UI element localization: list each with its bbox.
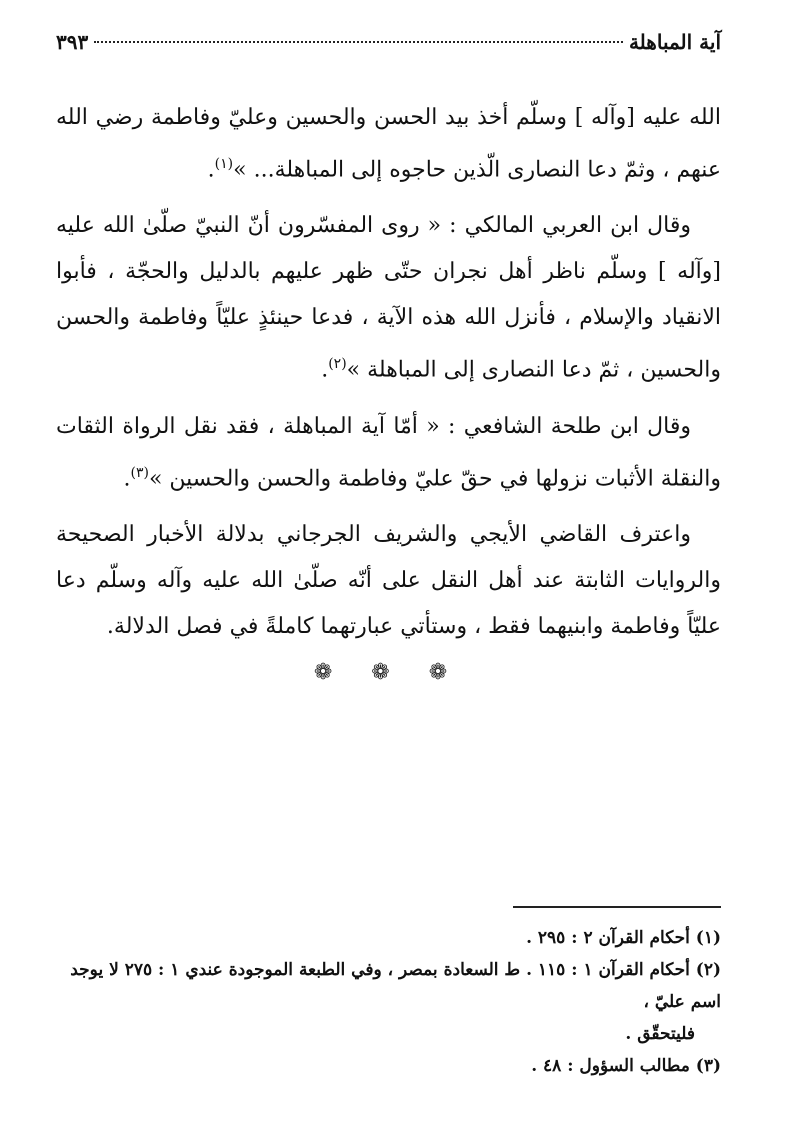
section-separator-icon: ❁ ❁ ❁ <box>313 659 464 685</box>
page-number: ٣٩٣ <box>56 30 89 54</box>
footnote-1 <box>56 922 721 954</box>
paragraph-tail: . <box>123 465 131 491</box>
footnote-ref-2[interactable]: (٢) <box>328 356 347 373</box>
paragraph-tail: . <box>207 157 215 183</box>
paragraph-4 <box>56 512 721 650</box>
paragraph-3 <box>56 404 721 502</box>
chapter-title: آية المباهلة <box>628 30 721 54</box>
paragraph-text: واعترف القاضي الأيجي والشريف الجرجاني بدلالة الأخبار الصحيحة والروايات الثابتة عند أهل النقل على أنّه صلّىٰ الله عليه وآله وسلّم دعا عليّاً وفاطمة وابنيهما فقط ، وستأتي عبارتهما كاملةً في فصل الدلالة. <box>56 521 721 639</box>
paragraph-text: الله عليه [وآله ] وسلّم أخذ بيد الحسن والحسين وعليّ وفاطمة رضي الله عنهم ، وثمّ دعا النصارى الّذين حاجوه إلى المباهلة... » <box>56 105 721 183</box>
paragraph-text: وقال ابن طلحة الشافعي : « أمّا آية المباهلة ، فقد نقل الرواة الثقات والنقلة الأثبات نزولها في حقّ عليّ وفاطمة والحسن والحسين » <box>56 413 721 491</box>
footnote-continuation: فليتحقّق . <box>625 1024 695 1044</box>
footnote-text: (٢) أحكام القرآن ١ : ١١٥ . ط السعادة بمصر ، وفي الطبعة الموجودة عندي ١ : ٢٧٥ لا يوجد اسم عليّ ، <box>70 960 721 1012</box>
main-text <box>56 95 721 685</box>
paragraph-2 <box>56 203 721 393</box>
footnote-rule <box>513 906 721 908</box>
footnote-3 <box>56 1050 721 1082</box>
footnote-ref-3[interactable]: (٣) <box>130 464 149 481</box>
header-dot-leader <box>94 41 623 43</box>
footnotes <box>56 922 721 1082</box>
footnote-2 <box>56 954 721 1050</box>
running-header <box>56 30 721 62</box>
footnote-text: (٣) مطالب السؤول : ٤٨ . <box>531 1056 721 1076</box>
paragraph-1 <box>56 95 721 193</box>
paragraph-text: وقال ابن العربي المالكي : « روى المفسّرون أنّ النبيّ صلّىٰ الله عليه [وآله ] وسلّم ناظر أهل نجران حتّى ظهر عليهم بالدليل والحجّة ، فأبوا الانقياد والإسلام ، فأنزل الله هذه الآية ، فدعا حينئذٍ عليّاً وفاطمة والحسن والحسين ، ثمّ دعا النصارى إلى المباهلة » <box>56 213 721 383</box>
footnote-text: (١) أحكام القرآن ٢ : ٢٩٥ . <box>526 928 721 948</box>
paragraph-tail: . <box>321 357 329 383</box>
footnote-ref-1[interactable]: (١) <box>214 156 234 172</box>
